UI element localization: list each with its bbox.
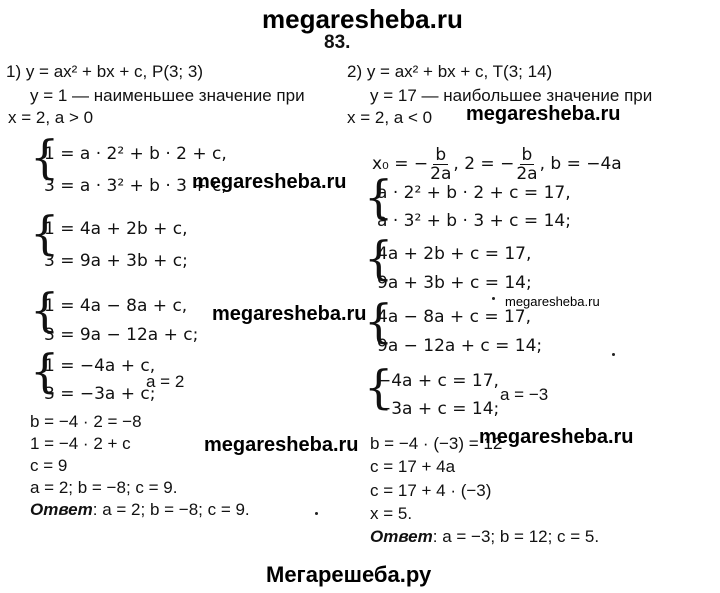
right-fraction-1-den: 2a [430,163,452,184]
left-system1-eq1: 1 = a · 2² + b · 2 + c, [44,144,227,164]
left-system2-eq1: 1 = 4a + 2b + c, [44,219,188,239]
watermark-3: megaresheba.ru [212,303,367,325]
right-answer-text: : a = −3; b = 12; c = 5. [432,527,600,546]
right-answer [370,527,599,547]
task-number: 83. [324,32,351,53]
right-system2-brace: { [364,231,394,285]
left-system4-brace: { [30,344,60,398]
right-system2-eq1: 4a + 2b + c = 17, [377,244,532,264]
watermark-2: megaresheba.ru [466,103,621,125]
right-problem-statement: 2) y = ax² + bx + c, T(3; 14) [347,62,553,81]
scan-dot [492,297,495,300]
left-condition-x: x = 2, a > 0 [8,108,94,127]
right-system3-eq2: 9a − 12a + c = 14; [377,336,543,356]
left-system4-eq2: 3 = −3a + c; [44,384,156,404]
left-condition-line: y = 1 — наименьшее значение при [30,86,305,105]
watermark-4: megaresheba.ru [505,294,600,309]
left-system4-eq1: 1 = −4a + c, [44,356,156,376]
left-answer-label: Ответ [30,500,93,519]
right-vertex-line [372,142,622,186]
watermark-6: megaresheba.ru [479,426,634,448]
left-result-summary: a = 2; b = −8; c = 9. [30,478,178,497]
right-system4-eq1: −4a + c = 17, [377,371,499,391]
right-vertex-part2: , 2 = − [453,154,515,174]
header-site-title: megaresheba.ru [262,4,463,34]
right-system3-brace: { [364,294,394,348]
right-condition-line: y = 17 — наибольшее значение при [370,86,653,105]
left-system3-eq2: 3 = 9a − 12a + c; [44,325,199,345]
right-fraction-1 [430,146,451,183]
left-result-b: b = −4 · 2 = −8 [30,412,142,431]
right-result-c-substitution: c = 17 + 4 · (−3) [370,481,492,500]
right-system4-eq2: −3a + c = 14; [377,399,500,419]
right-vertex-part1: x₀ = − [372,154,429,174]
right-system4-result: a = −3 [500,385,549,404]
right-result-b: b = −4 · (−3) = 12 [370,434,503,453]
right-system1-eq1: a · 2² + b · 2 + c = 17, [377,183,571,203]
right-condition-x: x = 2, a < 0 [347,108,433,127]
left-result-substitution: 1 = −4 · 2 + c [30,434,131,453]
left-answer-text: : a = 2; b = −8; c = 9. [92,500,250,519]
right-system2-eq2: 9a + 3b + c = 14; [377,273,532,293]
left-system1-eq2: 3 = a · 3² + b · 3 + c; [44,176,228,196]
scan-dot [612,353,615,356]
left-result-c: c = 9 [30,456,68,475]
right-fraction-2-den: 2a [516,163,538,184]
right-fraction-2-num: b [521,144,533,165]
footer-site-title: Мегарешеба.ру [266,562,432,587]
scan-dot [315,512,318,515]
right-system1-eq2: a · 3² + b · 3 + c = 14; [377,211,571,231]
right-fraction-1-num: b [435,144,447,165]
left-system2-brace: { [30,206,60,260]
watermark-1: megaresheba.ru [192,171,347,193]
left-problem-statement: 1) y = ax² + bx + c, P(3; 3) [6,62,203,81]
right-answer-label: Ответ [370,527,433,546]
left-system3-eq1: 1 = 4a − 8a + c, [44,296,188,316]
right-vertex-part3: , b = −4a [539,154,622,174]
left-system3-brace: { [30,283,60,337]
left-answer [30,500,250,520]
left-system4-result: a = 2 [146,372,185,391]
right-system3-eq1: 4a − 8a + c = 17, [377,307,532,327]
left-system1-brace: { [30,130,60,184]
right-result-c-formula: c = 17 + 4a [370,457,456,476]
right-result-x: x = 5. [370,504,413,523]
right-system4-brace: { [364,360,394,414]
right-fraction-2 [516,146,537,183]
watermark-5: megaresheba.ru [204,434,359,456]
right-system1-brace: { [364,170,394,224]
left-system2-eq2: 3 = 9a + 3b + c; [44,251,188,271]
